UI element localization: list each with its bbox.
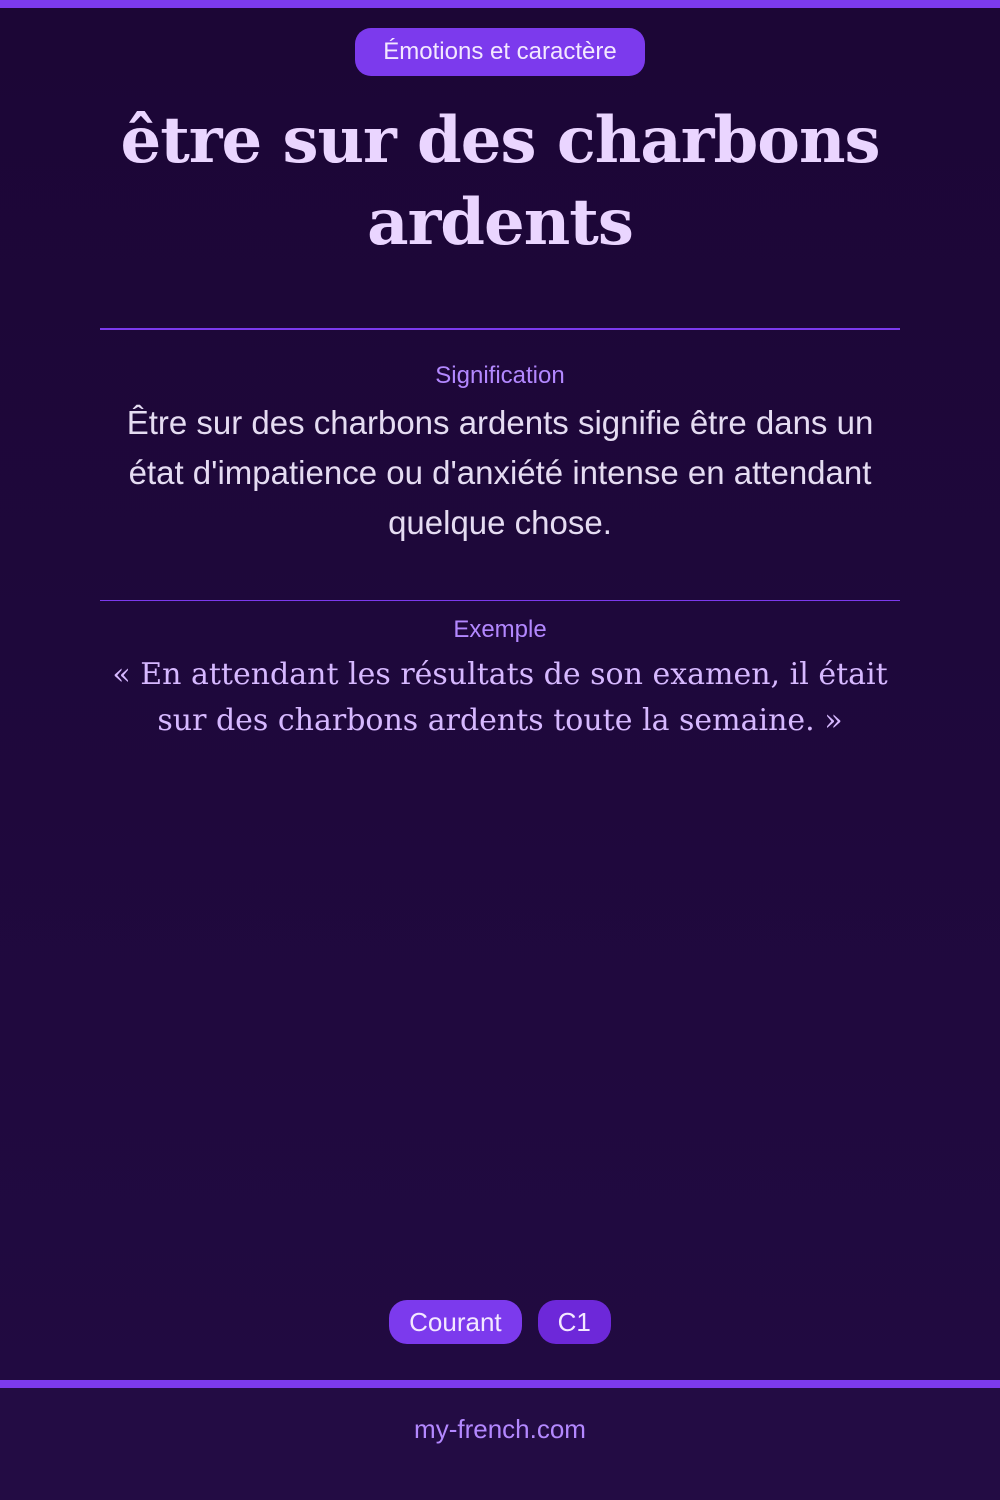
meaning-label: Signification [435,362,565,389]
example-text: « En attendant les résultats de son examen, il était sur des charbons ardents toute la semaine. » [112,657,888,738]
divider-middle [100,600,900,601]
expression-title: être sur des charbons ardents [120,103,880,260]
footer [0,1388,1000,1500]
meaning-text: Être sur des charbons ardents signifie être dans un état d'impatience ou d'anxiété intense en attendant quelque chose. [126,404,874,541]
tag-list [0,1300,1000,1344]
level-tag: C1 [538,1300,611,1344]
example-label: Exemple [453,616,547,643]
category-badge: Émotions et caractère [355,28,645,76]
register-tag: Courant [389,1300,522,1344]
expression-card [0,8,1000,1380]
bottom-accent-bar [0,1380,1000,1388]
site-link[interactable]: my-french.com [414,1414,586,1444]
divider-top [100,328,900,330]
top-accent-bar [0,0,1000,8]
